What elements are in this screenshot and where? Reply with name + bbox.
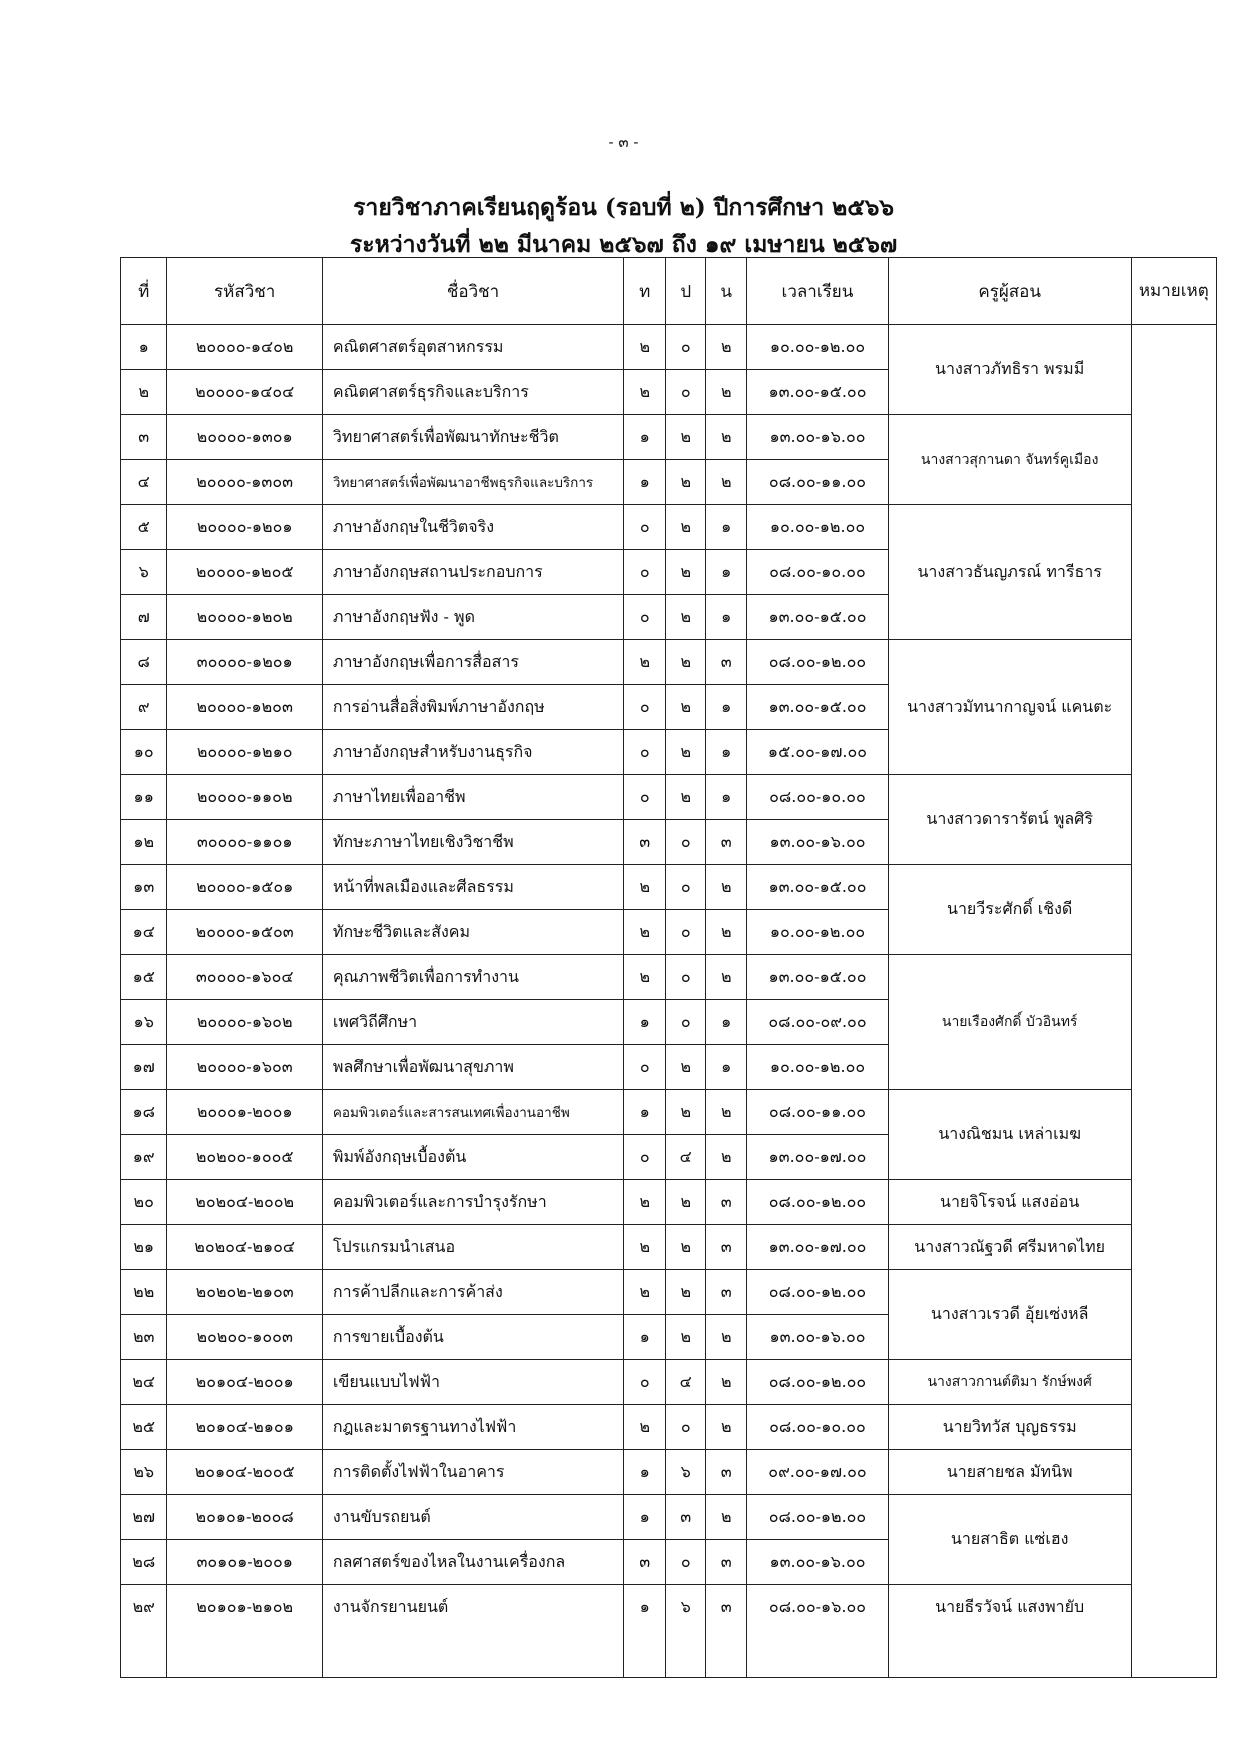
teacher-name: นางสาวสุกานดา จันทร์คูเมือง <box>888 415 1131 505</box>
teacher-name: นางสาวธันญภรณ์ ทารีธาร <box>888 505 1131 640</box>
row-number: ๑ <box>121 325 167 370</box>
table-row <box>121 1090 1217 1135</box>
row-number: ๑๔ <box>121 910 167 955</box>
course-code: ๒๐๐๐๐-๑๒๐๕ <box>167 550 322 595</box>
course-code: ๒๐๑๐๑-๒๑๐๒ <box>167 1585 322 1678</box>
class-time: ๑๐.๐๐-๑๒.๐๐ <box>747 1045 888 1090</box>
class-time: ๐๙.๐๐-๑๗.๐๐ <box>747 1450 888 1495</box>
teacher-name: นางสาวณัฐวดี ศรีมหาดไทย <box>888 1225 1131 1270</box>
table-header-row <box>121 258 1217 325</box>
teacher-name: นายธีรวัจน์ แสงพายับ <box>888 1585 1131 1678</box>
course-name: เขียนแบบไฟฟ้า <box>322 1360 623 1405</box>
practice-hours: ๔ <box>666 1360 706 1405</box>
practice-hours: ๐ <box>666 325 706 370</box>
class-time: ๐๘.๐๐-๑๑.๐๐ <box>747 460 888 505</box>
table-row <box>121 640 1217 685</box>
practice-hours: ๒ <box>666 1315 706 1360</box>
course-code: ๒๐๒๐๐-๑๐๐๕ <box>167 1135 322 1180</box>
course-code: ๒๐๐๐๐-๑๓๐๓ <box>167 460 322 505</box>
class-time: ๐๘.๐๐-๑๖.๐๐ <box>747 1585 888 1678</box>
credits: ๑ <box>706 595 747 640</box>
document-title: รายวิชาภาคเรียนฤดูร้อน (รอบที่ ๒) ปีการศึกษา ๒๕๖๖ <box>353 194 894 221</box>
credits: ๓ <box>706 1270 747 1315</box>
document-subtitle: ระหว่างวันที่ ๒๒ มีนาคม ๒๕๖๗ ถึง ๑๙ เมษายน ๒๕๖๗ <box>349 231 898 258</box>
theory-hours: ๓ <box>624 1540 666 1585</box>
class-time: ๑๓.๐๐-๑๕.๐๐ <box>747 955 888 1000</box>
credits: ๑ <box>706 1000 747 1045</box>
class-time: ๐๘.๐๐-๐๙.๐๐ <box>747 1000 888 1045</box>
table-row <box>121 325 1217 370</box>
class-time: ๑๓.๐๐-๑๗.๐๐ <box>747 1135 888 1180</box>
credits: ๒ <box>706 1315 747 1360</box>
teacher-name: นายสาธิต แซ่เฮง <box>888 1495 1131 1585</box>
course-name: ภาษาอังกฤษฟัง - พูด <box>322 595 623 640</box>
practice-hours: ๐ <box>666 1000 706 1045</box>
theory-hours: ๐ <box>624 730 666 775</box>
course-name: พิมพ์อังกฤษเบื้องต้น <box>322 1135 623 1180</box>
row-number: ๒ <box>121 370 167 415</box>
theory-hours: ๒ <box>624 955 666 1000</box>
row-number: ๔ <box>121 460 167 505</box>
course-code: ๒๐๒๐๐-๑๐๐๓ <box>167 1315 322 1360</box>
class-time: ๐๘.๐๐-๑๑.๐๐ <box>747 1090 888 1135</box>
course-name: ภาษาอังกฤษเพื่อการสื่อสาร <box>322 640 623 685</box>
credits: ๒ <box>706 1090 747 1135</box>
credits: ๑ <box>706 685 747 730</box>
theory-hours: ๐ <box>624 550 666 595</box>
class-time: ๐๘.๐๐-๑๒.๐๐ <box>747 1270 888 1315</box>
table-row <box>121 505 1217 550</box>
course-name: คณิตศาสตร์ธุรกิจและบริการ <box>322 370 623 415</box>
header-name: ชื่อวิชา <box>322 258 623 325</box>
class-time: ๑๐.๐๐-๑๒.๐๐ <box>747 325 888 370</box>
course-code: ๒๐๐๐๐-๑๓๐๑ <box>167 415 322 460</box>
practice-hours: ๒ <box>666 505 706 550</box>
course-name: งานจักรยานยนต์ <box>322 1585 623 1678</box>
course-code: ๒๐๒๐๔-๒๑๐๔ <box>167 1225 322 1270</box>
course-name: การติดตั้งไฟฟ้าในอาคาร <box>322 1450 623 1495</box>
credits: ๓ <box>706 1225 747 1270</box>
row-number: ๒๖ <box>121 1450 167 1495</box>
page-number: - ๓ - <box>608 133 639 151</box>
course-code: ๓๐๐๐๐-๑๖๐๔ <box>167 955 322 1000</box>
class-time: ๐๘.๐๐-๑๒.๐๐ <box>747 640 888 685</box>
theory-hours: ๑ <box>624 1315 666 1360</box>
theory-hours: ๒ <box>624 1405 666 1450</box>
credits: ๓ <box>706 820 747 865</box>
credits: ๒ <box>706 1135 747 1180</box>
course-code: ๒๐๑๐๔-๒๐๐๕ <box>167 1450 322 1495</box>
class-time: ๑๓.๐๐-๑๖.๐๐ <box>747 1540 888 1585</box>
course-code: ๒๐๐๐๐-๑๒๑๐ <box>167 730 322 775</box>
credits: ๑ <box>706 1045 747 1090</box>
teacher-name: นางณิชมน เหล่าเมฆ <box>888 1090 1131 1180</box>
teacher-name: นายเรืองศักดิ์ บัวอินทร์ <box>888 955 1131 1090</box>
header-theory: ท <box>624 258 666 325</box>
theory-hours: ๐ <box>624 1135 666 1180</box>
theory-hours: ๓ <box>624 820 666 865</box>
class-time: ๑๓.๐๐-๑๕.๐๐ <box>747 865 888 910</box>
practice-hours: ๐ <box>666 1405 706 1450</box>
theory-hours: ๑ <box>624 1000 666 1045</box>
course-name: เพศวิถีศึกษา <box>322 1000 623 1045</box>
row-number: ๓ <box>121 415 167 460</box>
credits: ๓ <box>706 1180 747 1225</box>
theory-hours: ๒ <box>624 640 666 685</box>
practice-hours: ๐ <box>666 1540 706 1585</box>
course-name: วิทยาศาสตร์เพื่อพัฒนาอาชีพธุรกิจและบริการ <box>322 460 623 505</box>
teacher-name: นายสายชล มัทนิพ <box>888 1450 1131 1495</box>
table-row <box>121 1405 1217 1450</box>
teacher-name: นางสาวภัทธิรา พรมมี <box>888 325 1131 415</box>
row-number: ๑๙ <box>121 1135 167 1180</box>
class-time: ๑๓.๐๐-๑๕.๐๐ <box>747 595 888 640</box>
theory-hours: ๐ <box>624 595 666 640</box>
theory-hours: ๑ <box>624 460 666 505</box>
theory-hours: ๑ <box>624 1450 666 1495</box>
header-no: ที่ <box>121 258 167 325</box>
practice-hours: ๐ <box>666 865 706 910</box>
row-number: ๑๒ <box>121 820 167 865</box>
row-number: ๑๕ <box>121 955 167 1000</box>
teacher-name: นายวีระศักดิ์ เชิงดี <box>888 865 1131 955</box>
header-credit: น <box>706 258 747 325</box>
course-name: คอมพิวเตอร์และสารสนเทศเพื่องานอาชีพ <box>322 1090 623 1135</box>
course-name: ภาษาอังกฤษในชีวิตจริง <box>322 505 623 550</box>
practice-hours: ๒ <box>666 1270 706 1315</box>
table-row <box>121 1180 1217 1225</box>
row-number: ๒๐ <box>121 1180 167 1225</box>
row-number: ๑๑ <box>121 775 167 820</box>
credits: ๒ <box>706 1405 747 1450</box>
table-row <box>121 1585 1217 1678</box>
teacher-name: นางสาวเรวดี อุ้ยเซ่งหลี <box>888 1270 1131 1360</box>
class-time: ๐๘.๐๐-๑๐.๐๐ <box>747 550 888 595</box>
course-name: ทักษะชีวิตและสังคม <box>322 910 623 955</box>
practice-hours: ๒ <box>666 550 706 595</box>
table-row <box>121 1225 1217 1270</box>
theory-hours: ๑ <box>624 1495 666 1540</box>
row-number: ๖ <box>121 550 167 595</box>
course-name: ทักษะภาษาไทยเชิงวิชาชีพ <box>322 820 623 865</box>
course-name: หน้าที่พลเมืองและศีลธรรม <box>322 865 623 910</box>
course-name: คณิตศาสตร์อุตสาหกรรม <box>322 325 623 370</box>
practice-hours: ๐ <box>666 955 706 1000</box>
class-time: ๐๘.๐๐-๑๒.๐๐ <box>747 1360 888 1405</box>
course-code: ๒๐๐๐๐-๑๔๐๔ <box>167 370 322 415</box>
practice-hours: ๓ <box>666 1495 706 1540</box>
credits: ๒ <box>706 325 747 370</box>
row-number: ๑๓ <box>121 865 167 910</box>
table-row <box>121 865 1217 910</box>
credits: ๓ <box>706 640 747 685</box>
course-code: ๒๐๐๐๐-๑๖๐๒ <box>167 1000 322 1045</box>
practice-hours: ๒ <box>666 1045 706 1090</box>
teacher-name: นายวิทวัส บุญธรรม <box>888 1405 1131 1450</box>
table-row <box>121 775 1217 820</box>
course-schedule-table <box>120 257 1217 1678</box>
practice-hours: ๒ <box>666 415 706 460</box>
course-code: ๒๐๐๐๐-๑๒๐๑ <box>167 505 322 550</box>
row-number: ๘ <box>121 640 167 685</box>
header-remark: หมายเหตุ <box>1131 258 1216 325</box>
row-number: ๒๘ <box>121 1540 167 1585</box>
practice-hours: ๒ <box>666 595 706 640</box>
course-name: ภาษาไทยเพื่ออาชีพ <box>322 775 623 820</box>
course-code: ๒๐๑๐๔-๒๐๐๑ <box>167 1360 322 1405</box>
theory-hours: ๒ <box>624 325 666 370</box>
course-name: การค้าปลีกและการค้าส่ง <box>322 1270 623 1315</box>
row-number: ๒๗ <box>121 1495 167 1540</box>
table-row <box>121 415 1217 460</box>
course-code: ๓๐๐๐๐-๑๑๐๑ <box>167 820 322 865</box>
row-number: ๑๐ <box>121 730 167 775</box>
practice-hours: ๒ <box>666 730 706 775</box>
practice-hours: ๒ <box>666 1090 706 1135</box>
course-name: กฎและมาตรฐานทางไฟฟ้า <box>322 1405 623 1450</box>
header-practice: ป <box>666 258 706 325</box>
row-number: ๒๓ <box>121 1315 167 1360</box>
table-row <box>121 1270 1217 1315</box>
theory-hours: ๐ <box>624 685 666 730</box>
table-row <box>121 1450 1217 1495</box>
course-name: ภาษาอังกฤษสำหรับงานธุรกิจ <box>322 730 623 775</box>
header-time: เวลาเรียน <box>747 258 888 325</box>
theory-hours: ๒ <box>624 865 666 910</box>
theory-hours: ๑ <box>624 1585 666 1678</box>
course-name: งานขับรถยนต์ <box>322 1495 623 1540</box>
class-time: ๑๓.๐๐-๑๖.๐๐ <box>747 820 888 865</box>
row-number: ๒๒ <box>121 1270 167 1315</box>
theory-hours: ๐ <box>624 775 666 820</box>
practice-hours: ๒ <box>666 685 706 730</box>
remark-cell <box>1131 325 1216 1678</box>
course-code: ๒๐๑๐๔-๒๑๐๑ <box>167 1405 322 1450</box>
row-number: ๒๕ <box>121 1405 167 1450</box>
class-time: ๐๘.๐๐-๑๐.๐๐ <box>747 775 888 820</box>
table-row <box>121 1360 1217 1405</box>
row-number: ๑๗ <box>121 1045 167 1090</box>
theory-hours: ๒ <box>624 370 666 415</box>
course-name: พลศึกษาเพื่อพัฒนาสุขภาพ <box>322 1045 623 1090</box>
practice-hours: ๖ <box>666 1450 706 1495</box>
theory-hours: ๒ <box>624 1270 666 1315</box>
course-name: คุณภาพชีวิตเพื่อการทำงาน <box>322 955 623 1000</box>
course-code: ๒๐๐๐๐-๑๒๐๒ <box>167 595 322 640</box>
practice-hours: ๒ <box>666 460 706 505</box>
theory-hours: ๐ <box>624 1045 666 1090</box>
course-code: ๒๐๐๐๐-๑๕๐๑ <box>167 865 322 910</box>
course-name: โปรแกรมนำเสนอ <box>322 1225 623 1270</box>
course-name: การอ่านสื่อสิ่งพิมพ์ภาษาอังกฤษ <box>322 685 623 730</box>
course-code: ๒๐๐๐๐-๑๔๐๒ <box>167 325 322 370</box>
practice-hours: ๖ <box>666 1585 706 1678</box>
theory-hours: ๒ <box>624 1225 666 1270</box>
theory-hours: ๒ <box>624 910 666 955</box>
class-time: ๑๓.๐๐-๑๕.๐๐ <box>747 685 888 730</box>
header-code: รหัสวิชา <box>167 258 322 325</box>
credits: ๓ <box>706 1585 747 1678</box>
course-code: ๓๐๐๐๐-๑๒๐๑ <box>167 640 322 685</box>
course-code: ๒๐๐๐๐-๑๑๐๒ <box>167 775 322 820</box>
class-time: ๑๓.๐๐-๑๖.๐๐ <box>747 415 888 460</box>
theory-hours: ๐ <box>624 505 666 550</box>
teacher-name: นางสาวดารารัตน์ พูลศิริ <box>888 775 1131 865</box>
practice-hours: ๒ <box>666 1225 706 1270</box>
course-name: วิทยาศาสตร์เพื่อพัฒนาทักษะชีวิต <box>322 415 623 460</box>
row-number: ๒๙ <box>121 1585 167 1678</box>
practice-hours: ๒ <box>666 775 706 820</box>
row-number: ๙ <box>121 685 167 730</box>
header-teacher: ครูผู้สอน <box>888 258 1131 325</box>
theory-hours: ๑ <box>624 1090 666 1135</box>
row-number: ๒๔ <box>121 1360 167 1405</box>
course-name: กลศาสตร์ของไหลในงานเครื่องกล <box>322 1540 623 1585</box>
table-row <box>121 1495 1217 1540</box>
practice-hours: ๔ <box>666 1135 706 1180</box>
credits: ๑ <box>706 550 747 595</box>
row-number: ๒๑ <box>121 1225 167 1270</box>
course-name: การขายเบื้องต้น <box>322 1315 623 1360</box>
credits: ๓ <box>706 1540 747 1585</box>
theory-hours: ๒ <box>624 1180 666 1225</box>
practice-hours: ๒ <box>666 640 706 685</box>
credits: ๒ <box>706 370 747 415</box>
class-time: ๑๕.๐๐-๑๗.๐๐ <box>747 730 888 775</box>
class-time: ๐๘.๐๐-๑๐.๐๐ <box>747 1405 888 1450</box>
credits: ๒ <box>706 910 747 955</box>
class-time: ๐๘.๐๐-๑๒.๐๐ <box>747 1495 888 1540</box>
teacher-name: นางสาวมัทนากาญจน์ แคนตะ <box>888 640 1131 775</box>
credits: ๒ <box>706 955 747 1000</box>
course-code: ๒๐๐๐๐-๑๖๐๓ <box>167 1045 322 1090</box>
course-name: ภาษาอังกฤษสถานประกอบการ <box>322 550 623 595</box>
course-code: ๒๐๒๐๒-๒๑๐๓ <box>167 1270 322 1315</box>
course-code: ๒๐๐๐๑-๒๐๐๑ <box>167 1090 322 1135</box>
row-number: ๗ <box>121 595 167 640</box>
credits: ๒ <box>706 1495 747 1540</box>
class-time: ๑๓.๐๐-๑๕.๐๐ <box>747 370 888 415</box>
practice-hours: ๐ <box>666 370 706 415</box>
course-code: ๒๐๒๐๔-๒๐๐๒ <box>167 1180 322 1225</box>
table-row <box>121 955 1217 1000</box>
practice-hours: ๒ <box>666 1180 706 1225</box>
credits: ๒ <box>706 415 747 460</box>
class-time: ๑๓.๐๐-๑๖.๐๐ <box>747 1315 888 1360</box>
teacher-name: นางสาวกานต์ติมา รักษ์พงศ์ <box>888 1360 1131 1405</box>
credits: ๒ <box>706 1360 747 1405</box>
class-time: ๑๐.๐๐-๑๒.๐๐ <box>747 505 888 550</box>
credits: ๒ <box>706 865 747 910</box>
practice-hours: ๐ <box>666 910 706 955</box>
course-code: ๒๐๑๐๑-๒๐๐๘ <box>167 1495 322 1540</box>
credits: ๓ <box>706 1450 747 1495</box>
row-number: ๕ <box>121 505 167 550</box>
credits: ๑ <box>706 775 747 820</box>
course-code: ๒๐๐๐๐-๑๕๐๓ <box>167 910 322 955</box>
course-name: คอมพิวเตอร์และการบำรุงรักษา <box>322 1180 623 1225</box>
course-code: ๓๐๑๐๑-๒๐๐๑ <box>167 1540 322 1585</box>
class-time: ๑๓.๐๐-๑๗.๐๐ <box>747 1225 888 1270</box>
credits: ๒ <box>706 460 747 505</box>
course-code: ๒๐๐๐๐-๑๒๐๓ <box>167 685 322 730</box>
theory-hours: ๑ <box>624 415 666 460</box>
credits: ๑ <box>706 730 747 775</box>
credits: ๑ <box>706 505 747 550</box>
practice-hours: ๐ <box>666 820 706 865</box>
teacher-name: นายจิโรจน์ แสงอ่อน <box>888 1180 1131 1225</box>
row-number: ๑๘ <box>121 1090 167 1135</box>
class-time: ๑๐.๐๐-๑๒.๐๐ <box>747 910 888 955</box>
class-time: ๐๘.๐๐-๑๒.๐๐ <box>747 1180 888 1225</box>
row-number: ๑๖ <box>121 1000 167 1045</box>
theory-hours: ๐ <box>624 1360 666 1405</box>
